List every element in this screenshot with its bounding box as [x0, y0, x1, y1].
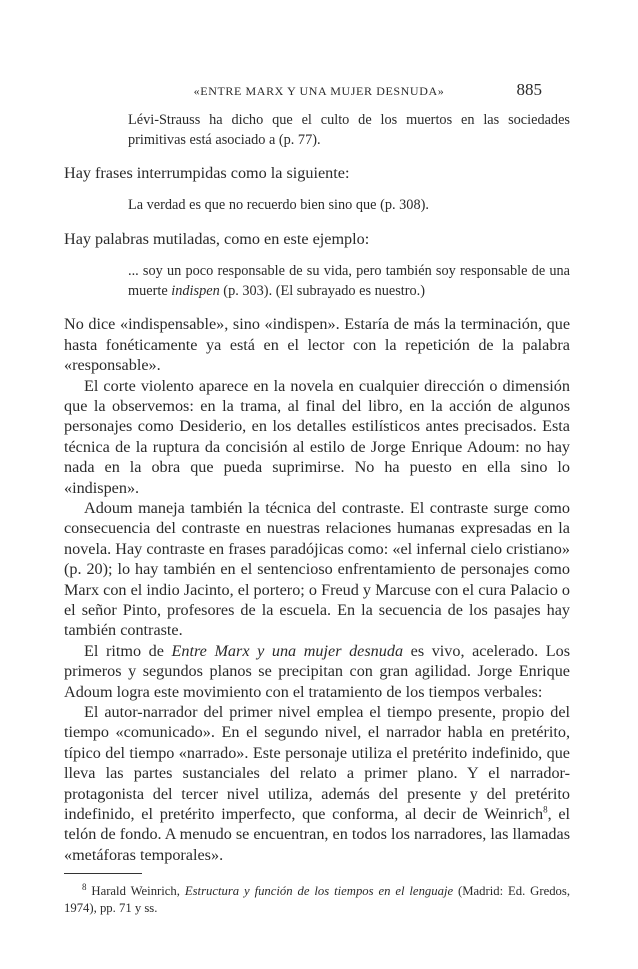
book-title: Entre Marx y una mujer desnuda	[171, 641, 404, 660]
footnote-text: Harald Weinrich,	[86, 884, 185, 899]
paragraph-text: es vivo, acelerado. Los primeros y segundos planos se precipitan con gran agilidad. Jorge Enrique Adoum logra este movimiento con el tratamiento de los tiempos verbales:	[64, 641, 571, 701]
block-quote	[128, 262, 570, 301]
footnote-mark: 8	[82, 882, 87, 893]
paragraph-text: El ritmo de	[84, 641, 172, 660]
paragraph-text: El autor-narrador del primer nivel emplea el tiempo presente, propio del tiempo «comunicado». En el segundo nivel, el narrador habla en pretérito, típico del tiempo «narrado». Este personaje utiliza el pretérito indefinido, que lleva las partes sustanciales del relato a primer plano. Y el narrador-protagonista del tercer nivel utiliza, además del presente y del pretérito indefinido, el pretérito imperfecto, que conforma, al decir de Weinrich	[64, 703, 570, 824]
paragraph	[64, 641, 570, 702]
quote-text: (p. 303). (El subrayado es nuestro.)	[219, 282, 426, 299]
footnote-text: (Madrid: Ed. Gredos, 1974), pp. 71 y ss.	[64, 884, 570, 916]
paragraph: El corte violento aparece en la novela en cualquier dirección o dimensión que la observemos: en la trama, al final del libro, en la acción de algunos personajes como Desiderio, en los detalles estilísticos antes precisados. Esta técnica de la ruptura da concisión al estilo de Jorge Enrique Adoum: no hay nada en la obra que pueda suprimirse. No ha puesto en ella sino lo «indispen».	[64, 376, 570, 497]
main-text	[64, 105, 570, 917]
footnote-reference: 8	[543, 804, 548, 815]
paragraph: Hay palabras mutiladas, como en este ejemplo:	[64, 229, 370, 248]
quote-text: ... soy un poco responsable de su vida, pero también soy responsable de una muerte	[128, 263, 570, 299]
block-quote: Lévi-Strauss ha dicho que el culto de los muertos en las sociedades primitivas está asociado a (p. 77).	[128, 112, 570, 148]
paragraph: No dice «indispensable», sino «indispen». Estaría de más la terminación, que hasta fonéticamente ya está en el lector con la repetición de la palabra «responsable».	[64, 315, 570, 375]
footnote-rule	[64, 873, 142, 874]
page-number: 885	[516, 80, 542, 99]
footnote-book-title: Estructura y función de los tiempos en el lenguaje	[184, 884, 454, 899]
running-title: «ENTRE MARX Y UNA MUJER DESNUDA»	[193, 84, 445, 98]
footnote	[64, 883, 570, 917]
paragraph: Adoum maneja también la técnica del contraste. El contraste surge como consecuencia del contraste en nuestras relaciones humanas expresadas en la novela. Hay contraste en frases paradójicas como: «el infernal cielo cristiano» (p. 20); lo hay también en el sentencioso enfrentamiento de personajes como Marx con el indio Jacinto, el portero; o Freud y Marcuse con el cura Palacio o el señor Pinto, profesores de la escuela. En la secuencia de los pasajes hay también contraste.	[64, 498, 570, 640]
paragraph	[64, 702, 570, 865]
paragraph: Hay frases interrumpidas como la siguiente:	[64, 164, 350, 182]
running-head	[0, 80, 638, 102]
italic-word: indispen	[171, 282, 220, 299]
block-quote: La verdad es que no recuerdo bien sino que (p. 308).	[128, 197, 429, 214]
paragraph-text: , el telón de fondo. A menudo se encuentran, en todos los narradores, las llamadas «metáforas temporales».	[64, 805, 571, 864]
